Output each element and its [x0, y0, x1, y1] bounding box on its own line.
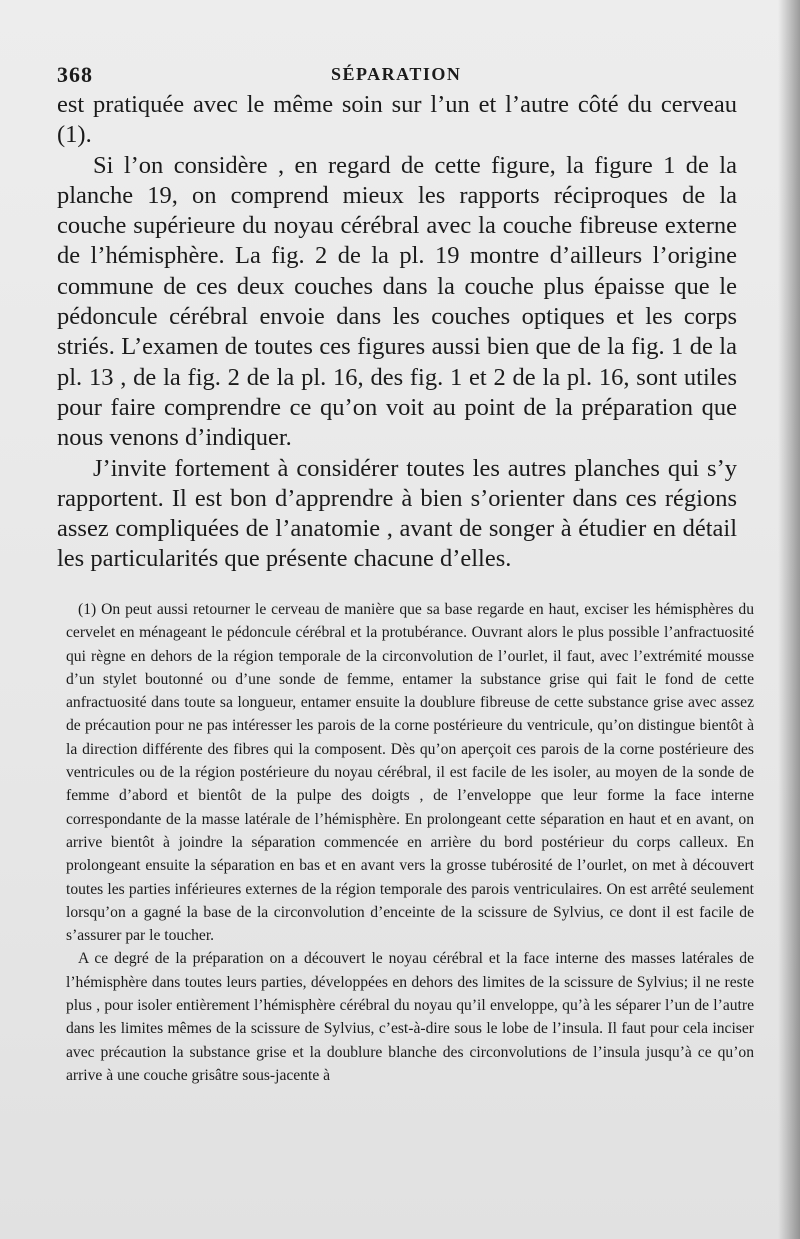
main-text — [57, 90, 737, 575]
paragraph-3: J’invite fortement à considérer toutes les autres planches qui s’y rapportent. Il est bon d’apprendre à bien s’orienter dans ces régions assez compliquées de l’anatomie , avant de songer à étudier en détail les particularités que présente chacune d’elles. — [57, 454, 737, 573]
running-head: SÉPARATION — [331, 64, 462, 84]
page-number: 368 — [57, 62, 93, 87]
footnote-1: (1) On peut aussi retourner le cerveau de manière que sa base regarde en haut, exciser les hémisphères du cervelet en ménageant le pédoncule cérébral et la protubérance. Ouvrant alors le plus possible l’anfractuosité qui règne en dehors de la région temporale de la circonvolution de l’ourlet, il faut, avec l’extrémité mousse d’un stylet boutonné ou d’une sonde de femme, entamer la substance grise qui fait le fond de cette anfractuosité dans toute sa longueur, entamer ensuite la doublure fibreuse de cette substance grise avec assez de précaution pour ne pas intéresser les parois de la corne postérieure du ventricule, qu’on distingue bientôt à la direction différente des fibres qui la composent. Dès qu’on aperçoit ces parois de la corne postérieure des ventricules ou de la région postérieure du noyau cérébral, il est facile de les isoler, au moyen de la sonde de femme d’abord et bientôt de la pulpe des doigts , de l’enveloppe que leur forme la face interne correspondante de la masse latérale de l’hémisphère. En prolongeant cette séparation en haut et en avant, on arrive bientôt à joindre la séparation commencée en arrière du bord postérieur du corps calleux. En prolongeant ensuite la séparation en bas et en avant vers la grosse tubérosité de l’ourlet, on met à découvert toutes les parties inférieures externes de la région temporale des parois ventriculaires. On est arrêté seulement lorsqu’on a gagné la base de la circonvolution d’enceinte de la scissure de Sylvius, ce dont il est facile de s’assurer par le toucher. — [66, 601, 754, 945]
page-header — [57, 62, 737, 90]
footnote-continuation: A ce degré de la préparation on a découvert le noyau cérébral et la face interne des masses latérales de l’hémisphère dans toutes leurs parties, développées en dehors des limites de la scissure de Sylvius; il ne reste plus , pour isoler entièrement l’hémisphère cérébral du noyau qu’il enveloppe, qu’à les séparer l’un de l’autre dans les limites mêmes de la scissure de Sylvius, c’est-à-dire sous le lobe de l’insula. Il faut pour cela inciser avec précaution la substance grise et la doublure blanche des circonvolutions de l’insula jusqu’à ce qu’on arrive à une couche grisâtre sous-jacente à — [66, 950, 754, 1084]
page-edge-shadow — [778, 0, 800, 1239]
paragraph-1: est pratiquée avec le même soin sur l’un et l’autre côté du cerveau (1). — [57, 91, 737, 149]
paragraph-2: Si l’on considère , en regard de cette figure, la figure 1 de la planche 19, on comprend mieux les rapports réciproques de la couche supérieure du noyau cérébral avec la couche fibreuse externe de l’hémisphère. La fig. 2 de la pl. 19 montre d’ailleurs l’origine commune de ces deux couches dans la couche plus épaisse que le pédoncule cérébral envoie dans les couches optiques et les corps striés. L’examen de toutes ces figures aussi bien que de la fig. 1 de la pl. 13 , de la fig. 2 de la pl. 16, des fig. 1 et 2 de la pl. 16, sont utiles pour faire comprendre ce qu’on voit au point de la préparation que nous venons d’indiquer. — [57, 151, 737, 452]
footnotes — [66, 598, 754, 1087]
